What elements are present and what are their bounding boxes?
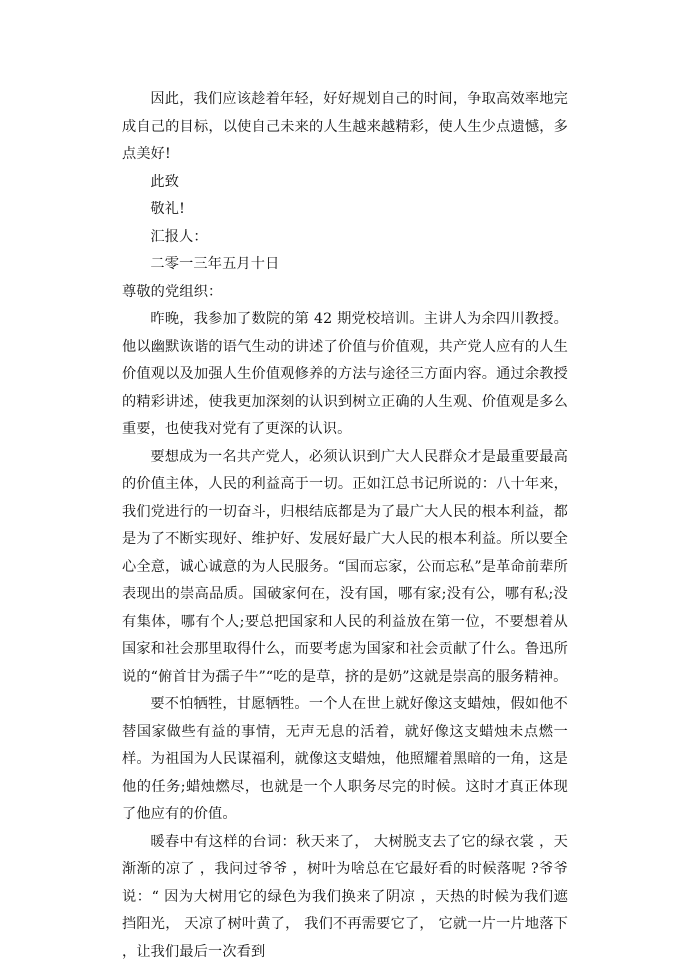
paragraph-people-interests: 要想成为一名共产党人，必须认识到广大人民群众才是最重要最高的价值主体，人民的利益高于一切。正如江总书记所说的：八十年来，我们党进行的一切奋斗，归根结底都是为了最广大人民的根本利益，都是为了不断实现好、维护好、发展好最广大人民的根本利益。所以要全心全意，诚心诚意的为人民服务。“国而忘家，公而忘私”是革命前辈所表现出的崇高品质。国破家何在，没有国，哪有家;没有公，哪有私;没有集体，哪有个人;要总把国家和人民的利益放在第一位，不要想着从国家和社会那里取得什么，而要考虑为国家和社会贡献了什么。鲁迅所说的“俯首甘为孺子牛”“吃的是草，挤的是奶”这就是崇高的服务精神。 [122,448,568,685]
paragraph-party-school-training: 昨晚，我参加了数院的第 42 期党校培训。主讲人为余四川教授。他以幽默诙谐的语气生动的讲述了价值与价值观，共产党人应有的人生价值观以及加强人生价值观修养的方法与途径三方面内容。通过余教授的精彩讲述，使我更加深刻的认识到树立正确的人生观、价值观是多么重要，也使我对党有了更深的认识。 [122,311,568,437]
reporter-signature-label: 汇报人： [150,228,208,245]
complimentary-close-cizhi: 此致 [150,173,180,190]
paragraph-closing-advice: 因此，我们应该趁着年轻，好好规划自己的时间，争取高效率地完成自己的目标，以使自己未来的人生越来越精彩，使人生少点遗憾，多点美好! [122,91,568,162]
salutation-party-organization: 尊敬的党组织： [122,283,223,300]
complimentary-close-jingli: 敬礼! [150,201,185,217]
paragraph-warm-spring-quote: 暖春中有这样的台词：秋天来了， 大树脱支去了它的绿衣裳 ，天渐渐的凉了 ，我问过爷爷 ，树叶为啥总在它最好看的时候落呢 ?爷爷说：“ 因为大树用它的绿色为我们换来了阴凉 ，天热的时候为我们遮挡阳光， 天凉了树叶黄了， 我们不再需要它了， 它就一片一片地落下 ，让我们最后一次看到 [122,833,568,960]
document-text-body [122,86,568,966]
paragraph-sacrifice-candle: 要不怕牺牲，甘愿牺牲。一个人在世上就好像这支蜡烛，假如他不替国家做些有益的事情，无声无息的活着，就好像这支蜡烛未点燃一样。为祖国为人民谋福利，就像这支蜡烛，他照耀着黑暗的一角，这是他的任务;蜡烛燃尽，也就是一个人职务尽完的时候。这时才真正体现了他应有的价值。 [122,696,568,822]
report-date: 二零一三年五月十日 [150,256,280,272]
